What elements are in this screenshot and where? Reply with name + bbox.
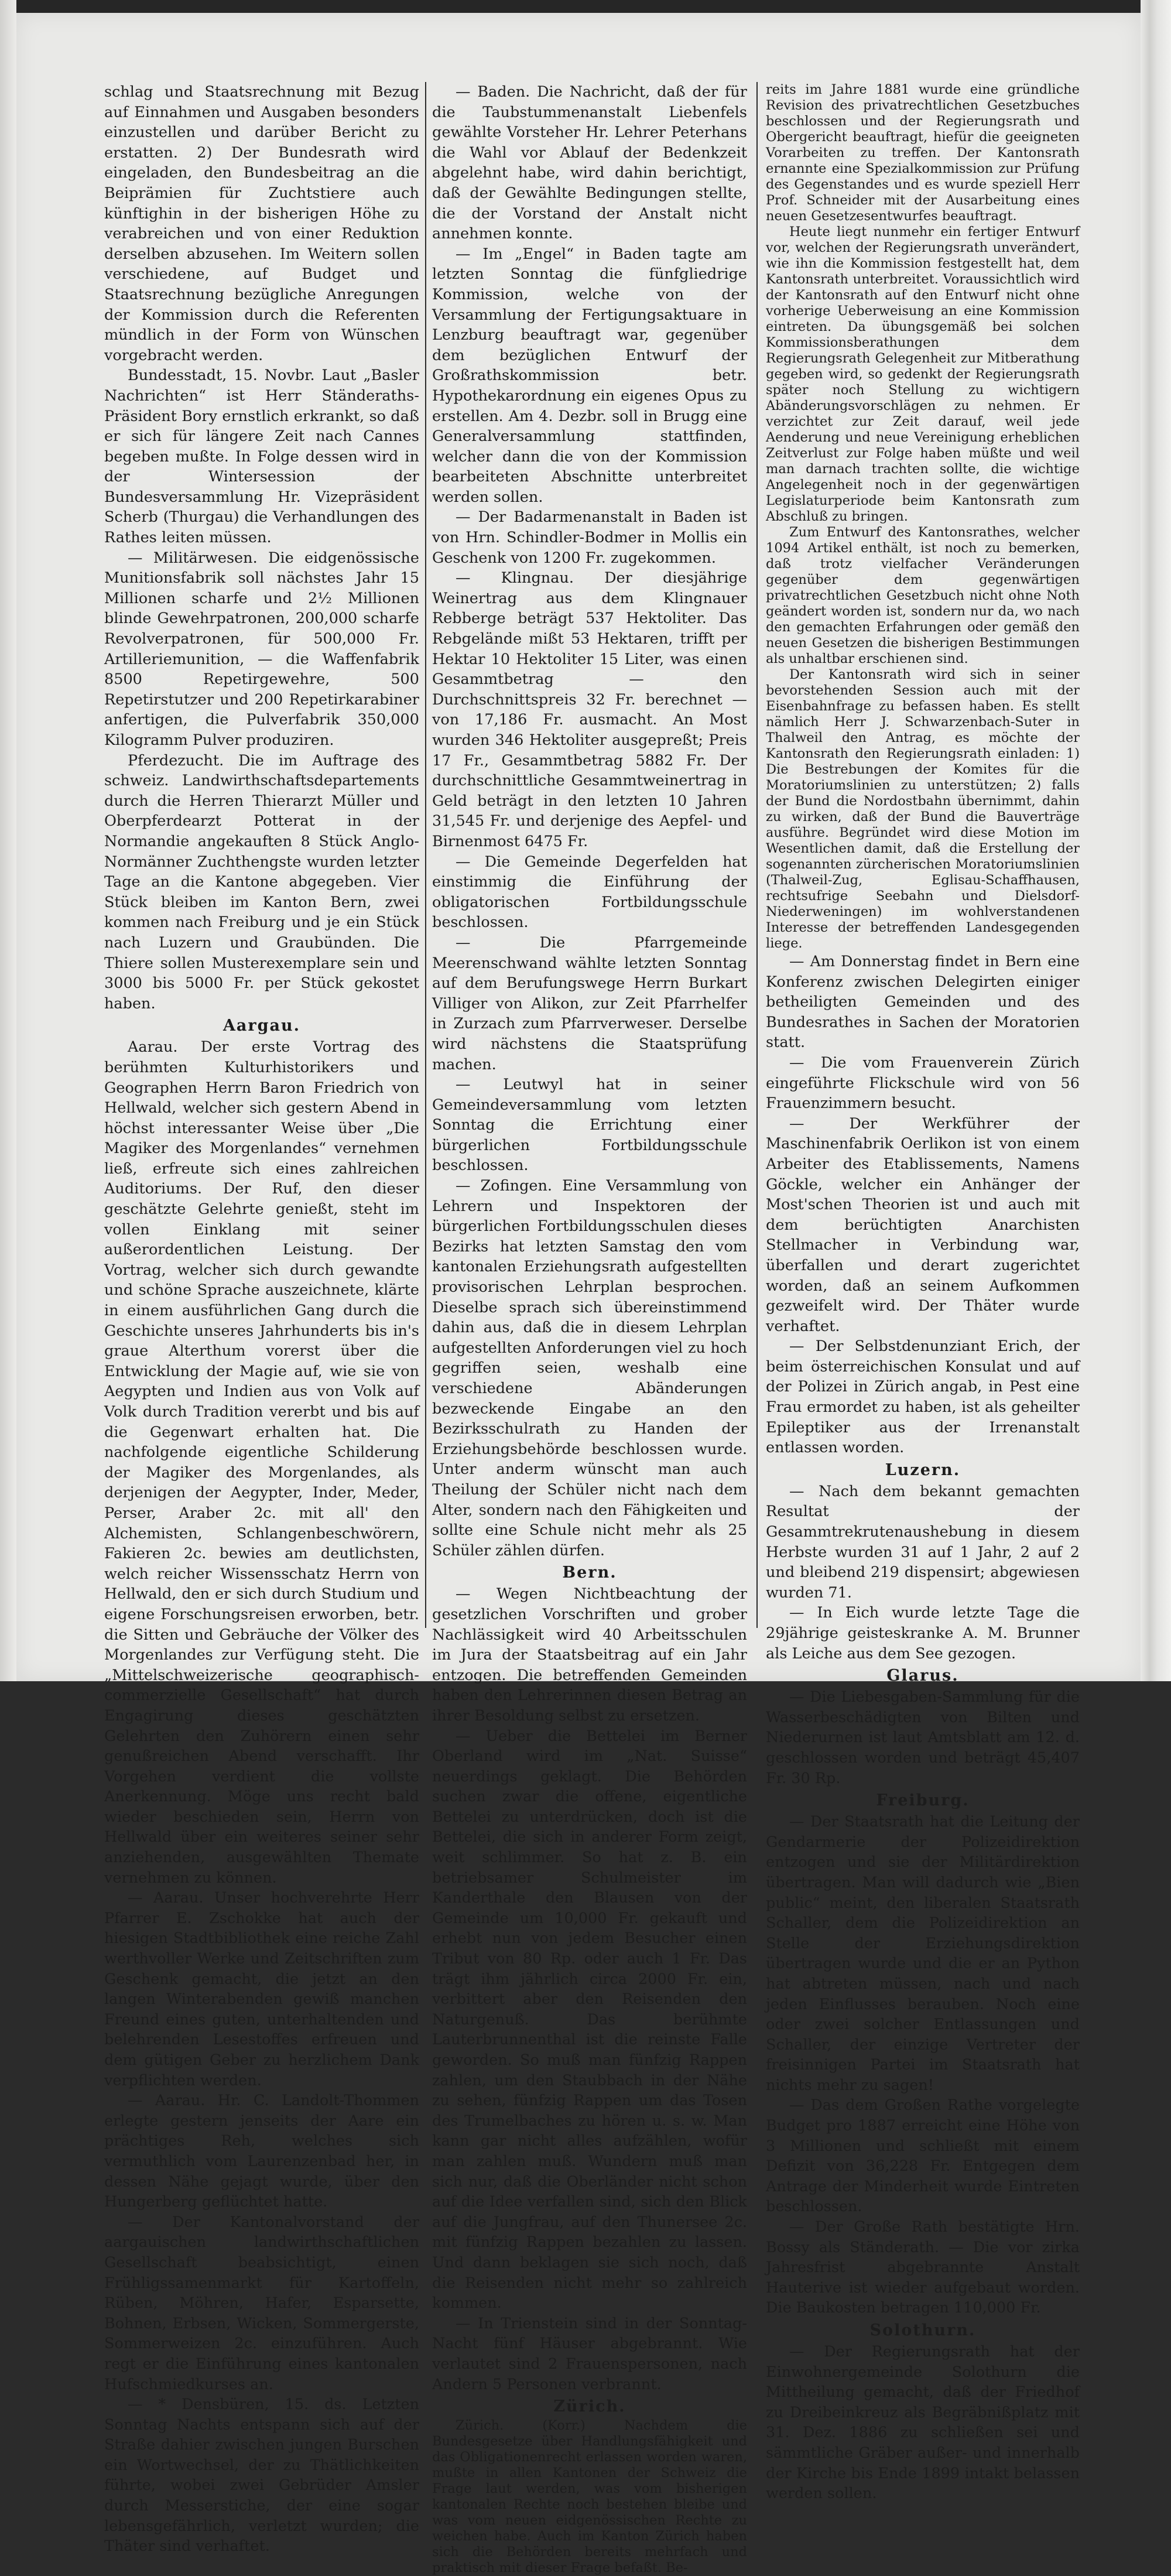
- article-paragraph: — Der Staatsrath hat die Leitung der Gendarmerie der Polizeidirektion entzogen und sie der Militärdirektion übertragen. Man will dadurch wie „Bien public“ meint, den liberalen Staatsrath Schaller, dem die Polizeidirektion an Stelle der Erziehungsdirektion übertragen wurde und die er an Python hat abtreten müssen, nach und nach jeden Einflusses berauben. Noch eine oder zwei solcher Entlassungen und Schaller, der einzige Vertreter der freisinnigen Partei im Staatsrath hat nichts mehr zu sagen!: [766, 1813, 1080, 2094]
- article-paragraph: — Im „Engel“ in Baden tagte am letzten Sonntag die fünfgliedrige Kommission, welche von der Versammlung der Fertigungsaktuare in Lenzburg beauftragt war, gegenüber dem bezüglichen Entwurf der Großrathskommission betr. Hypothekarordnung ein eigenes Opus zu erstellen. Am 4. Dezbr. soll in Brugg eine Generalversammlung stattfinden, welcher dann die von der Kommission bearbeiteten Abschnitte unterbreitet werden sollen.: [432, 245, 747, 506]
- article-paragraph: Heute liegt nunmehr ein fertiger Entwurf vor, welchen der Regierungsrath unverändert, wie ihn die Kommission festgestellt hat, dem Kantonsrath unterbreitet. Voraussichtlich wird der Kantonsrath auf den Entwurf nicht ohne vorherige Ueberweisung an eine Kommission eintreten. Da übungsgemäß bei solchen Kommissionsberathungen dem Regierungsrath Gelegenheit zur Mitberathung gegeben wird, so gedenkt der Regierungsrath später noch Stellung zu wichtigern Abänderungsvorschlägen zu nehmen. Er verzichtet zur Zeit darauf, weil jede Aenderung und neue Vereinigung erheblichen Zeitverlust zur Folge haben müßte und weil man darnach trachten sollte, die wichtige Angelegenheit noch in der gegenwärtigen Legislaturperiode beim Kantonsrath zum Abschluß zu bringen.: [766, 224, 1080, 524]
- article-paragraph: Bundesstadt, 15. Novbr. Laut „Basler Nachrichten“ ist Herr Ständeraths-Präsident Bory ernstlich erkrankt, so daß er sich für längere Zeit nach Cannes begeben mußte. In Folge dessen wird in der Wintersession der Bundesversammlung Hr. Vizepräsident Scherb (Thurgau) die Verhandlungen des Rathes leiten müssen.: [104, 367, 419, 547]
- article-paragraph: — In Trienstein sind in der Sonntag-Nacht fünf Häuser abgebrannt. Wie verlautet sind 2 Frauenspersonen, nach Andern 5 Personen verbrannt.: [432, 2314, 747, 2393]
- section-heading-zuerich: Zürich.: [553, 2397, 626, 2416]
- article-paragraph: Der Kantonsrath wird sich in seiner bevorstehenden Session auch mit der Eisenbahnfrage zu befassen haben. Es stellt nämlich Herr J. Schwarzenbach-Suter in Thalweil den Antrag, es möchte der Kantonsrath den Regierungsrath einladen: 1) Die Bestrebungen der Komites für die Moratoriumslinien zu unterstützen; 2) falls der Bund die Nordostbahn übernimmt, dahin zu wirken, daß der Bund die Bauverträge ausführe. Begründet wird diese Motion im Wesentlichen damit, daß die Erstellung der sogenannten zürcherischen Moratoriumslinien (Thalweil-Zug, Eglisau-Schaffhausen, rechtsufrige Seebahn und Dielsdorf-Niederweningen) im wohlverstandenen Interesse der betreffenden Landesgegenden liege.: [766, 667, 1080, 951]
- article-paragraph: Pferdezucht. Die im Auftrage des schweiz. Landwirthschaftsdepartements durch die Herren Thierarzt Müller und Oberpferdearzt Potterat in der Normandie angekauften 8 Stück Anglo-Normänner Zuchthengste wurden letzter Tage an die Kantone abgegeben. Vier Stück bleiben im Kanton Bern, zwei kommen nach Freiburg und je ein Stück nach Luzern und Graubünden. Die Thiere sollen Musterexemplare sein und 3000 bis 5000 Fr. per Stück gekostet haben.: [104, 751, 419, 1012]
- article-paragraph: — Klingnau. Der diesjährige Weinertrag aus dem Klingnauer Rebberge beträgt 537 Hektoliter. Das Rebgelände mißt 53 Hektaren, trifft per Hektar 10 Hektoliter 15 Liter, was einen Gesammtbetrag — den Durchschnittspreis 32 Fr. berechnet — von 17,186 Fr. ausmacht. An Most wurden 346 Hektoliter ausgepreßt; Preis 17 Fr., Gesammtbetrag 5882 Fr. Der durchschnittliche Gesammtweinertrag in Geld beträgt in den letzten 10 Jahren 31,545 Fr. und derjenige des Aepfel- und Birnenmost 6475 Fr.: [432, 569, 747, 850]
- article-paragraph: — Der Selbstdenunziant Erich, der beim österreichischen Konsulat und auf der Polizei in Zürich angab, in Pest eine Frau ermordet zu haben, ist als geheilter Epileptiker aus der Irrenanstalt entlassen worden.: [766, 1337, 1080, 1457]
- section-heading-solothurn: Solothurn.: [869, 2321, 976, 2339]
- column-1: [104, 82, 419, 2556]
- article-paragraph: — Die Liebesgaben-Sammlung für die Wasserbeschädigten von Bilten und Niederurnen ist laut Amtsblatt am 12. d. geschlossen worden und beträgt 45,407 Fr. 30 Rp.: [766, 1688, 1080, 1787]
- article-paragraph: — Ueber die Bettelei im Berner Oberland wird im „Nat. Suisse“ neuerdings geklagt. Die Behörden suchen zwar die offene, eigentliche Bettelei zu unterdrücken, doch ist die Bettelei, die sich in anderer Form zeigt, weit schlimmer. So hat z. B. ein betriebsamer Schulmeister im Kanderthale den Blausen von der Gemeinde um 10,000 Fr. gekauft und erhebt nun von jedem Besucher einen Tribut von 80 Rp. oder auch 1 Fr. Das trägt ihm jährlich circa 2000 Fr. ein, verbittert aber den Reisenden den Naturgenuß. Das berühmte Lauterbrunnenthal ist die reinste Falle geworden. So muß man fünfzig Rappen zahlen, um den Staubbach in der Nähe zu sehen, fünfzig Rappen um das Tosen des Trumelbaches zu hören u. s. w. Man kann gar nicht alles aufzählen, wofür man zahlen muß. Wundern muß man sich nur, daß die Oberländer nicht schon auf die Idee verfallen sind, sich den Blick auf die Jungfrau, auf den Thunersee 2c. mit fünfzig Rappen bezahlen zu lassen. Und dann beklagen sie sich noch, daß die Reisenden nicht mehr so zahlreich kommen.: [432, 1727, 747, 2312]
- page-left-edge: [0, 0, 16, 1681]
- article-paragraph: — Nach dem bekannt gemachten Resultat der Gesammtrekrutenaushebung in diesem Herbste wurden 31 auf 1 Jahr, 2 auf 2 und bleibend 219 dispensirt; abgewiesen wurden 71.: [766, 1482, 1080, 1602]
- article-paragraph: — Aarau. Unser hochverehrte Herr Pfarrer E. Zschokke hat auch der hiesigen Stadtbibliothek eine reiche Zahl werthvoller Werke und Zeitschriften zum Geschenk gemacht, die jetzt an den langen Winterabenden gewiß manchen Freund eines guten, unterhaltenden und belehrenden Lesestoffes erfreuen und dem gütigen Geber zu herzlichem Dank verpflichten werden.: [104, 1889, 419, 2089]
- section-heading-luzern: Luzern.: [885, 1460, 961, 1479]
- column-rule: [425, 82, 426, 1628]
- article-paragraph: — * Densbüren, 15. ds. Letzten Sonntag Nachts entspann sich auf der Straße dahier zwischen jungen Burschen ein Wortwechsel, der zu Thätlichkeiten führte, wobei zwei Gebrüder Amsler durch Messerstiche, der eine sogar lebensgefährlich, verletzt wurden; die Thäter sind verhaftet.: [104, 2396, 419, 2556]
- article-paragraph: — Leutwyl hat in seiner Gemeindeversammlung vom letzten Sonntag die Errichtung einer bürgerlichen Fortbildungsschule beschlossen.: [432, 1076, 747, 1175]
- article-paragraph: — Der Große Rath bestätigte Hrn. Bossy als Ständerath. — Die vor zirka Jahresfrist abgebrannte Anstalt Hauterive ist wieder aufgebaut worden. Die Baukosten betragen 110,000 Fr.: [766, 2218, 1080, 2317]
- scan-top-edge: [0, 0, 1171, 13]
- article-paragraph: — Militärwesen. Die eidgenössische Munitionsfabrik soll nächstes Jahr 15 Millionen scharfe und 2½ Millionen blinde Gewehrpatronen, 200,000 scharfe Revolverpatronen, für 500,000 Fr. Artilleriemunition, — die Waffenfabrik 8500 Repetirgewehre, 500 Repetirstutzer und 200 Repetirkarabiner anfertigen, die Pulverfabrik 350,000 Kilogramm Pulver produziren.: [104, 549, 419, 749]
- article-paragraph: — Zofingen. Eine Versammlung von Lehrern und Inspektoren der bürgerlichen Fortbildungsschulen dieses Bezirks hat letzten Samstag den vom kantonalen Erziehungsrath aufgestellten provisorischen Lehrplan besprochen. Dieselbe sprach sich übereinstimmend dahin aus, daß die in diesem Lehrplan aufgestellten Anforderungen viel zu hoch gegriffen seien, weshalb eine verschiedene Abänderungen bezweckende Eingabe an den Bezirksschulrath zu Handen der Erziehungsbehörde beschlossen wurde. Unter anderm wünscht man auch Theilung der Schüler nicht nach dem Alter, sondern nach den Fähigkeiten und sollte eine Schule nicht mehr als 25 Schüler zählen dürfen.: [432, 1177, 747, 1559]
- article-paragraph: — Die vom Frauenverein Zürich eingeführte Flickschule wird von 56 Frauenzimmern besucht.: [766, 1053, 1080, 1113]
- article-paragraph: — Die Gemeinde Degerfelden hat einstimmig die Einführung der obligatorischen Fortbildungsschule beschlossen.: [432, 853, 747, 932]
- column-3: [766, 82, 1080, 2503]
- article-paragraph: Aarau. Der erste Vortrag des berühmten Kulturhistorikers und Geographen Herrn Baron Friedrich von Hellwald, welcher sich gestern Abend in höchst interessanter Weise über „Die Magiker des Morgenlandes“ vernehmen ließ, erfreute sich eines zahlreichen Auditoriums. Der Ruf, den dieser geschätzte Gelehrte genießt, steht im vollen Einklang mit seiner außerordentlichen Leistung. Der Vortrag, welcher sich durch gewandte und schöne Sprache auszeichnete, klärte in einem ausführlichen Gang durch die Geschichte unseres Jahrhunderts bis in's graue Alterthum vorerst über die Entwicklung der Magie auf, wie sie von Aegypten und Indien aus von Volk auf Volk durch Tradition vererbt und bis auf die Gegenwart erhalten hat. Die nachfolgende eigentliche Schilderung der Magiker des Morgenlandes, als derjenigen der Aegypter, Inder, Meder, Perser, Araber 2c. mit all' den Alchemisten, Schlangenbeschwörern, Fakieren 2c. bewies am deutlichsten, welch reicher Wissensschatz Herrn von Hellwald, den er sich durch Studium und eigene Forschungsreisen erworben, betr. die Sitten und Gebräuche der Völker des Morgenlandes zur Verfügung steht. Die „Mittelschweizerische geographisch-commerzielle Gesellschaft“ hat durch Engagirung dieses geschätzten Gelehrten den Zuhörern einen sehr genußreichen Abend verschafft. Ihr Vorgehen verdient die vollste Anerkennung. Möge uns recht bald wieder beschieden sein, Herrn von Hellwald über ein weiteres seiner sehr anziehenden, ausgewählten Themate vernehmen zu können.: [104, 1038, 419, 1887]
- article-paragraph: — Der Badarmenanstalt in Baden ist von Hrn. Schindler-Bodmer in Mollis ein Geschenk von 1200 Fr. zugekommen.: [432, 508, 747, 567]
- section-heading-bern: Bern.: [562, 1564, 617, 1582]
- article-paragraph: reits im Jahre 1881 wurde eine gründliche Revision des privatrechtlichen Gesetzbuches beschlossen und der Regierungsrath und Obergericht beauftragt, hiefür die geeigneten Vorarbeiten zu treffen. Der Kantonsrath ernannte eine Spezialkommission zur Prüfung des Gegenstandes und es wurde speziell Herr Prof. Schneider mit der Ausarbeitung eines neuen Gesetzesentwurfes beauftragt.: [766, 82, 1080, 224]
- article-paragraph: — In Eich wurde letzte Tage die 29jährige geisteskranke A. M. Brunner als Leiche aus dem See gezogen.: [766, 1604, 1080, 1662]
- article-paragraph: — Der Werkführer der Maschinenfabrik Oerlikon ist von einem Arbeiter des Etablissements, Namens Göckle, welcher ein Anhänger der Most'schen Theorien ist und auch mit dem berüchtigten Anarchisten Stellmacher in Verbindung war, überfallen und derart zugerichtet worden, daß an seinem Aufkommen gezweifelt wird. Der Thäter wurde verhaftet.: [766, 1114, 1080, 1335]
- column-rule: [756, 82, 758, 1628]
- article-paragraph: — Aarau. Hr. C. Landolt-Thommen erlegte gestern jenseits der Aare ein prächtiges Reh, welches sich vermuthlich vom Laurenzenbad her, in dessen Nähe gejagt wurde, über den Hungerberg geflüchtet hatte.: [104, 2092, 419, 2211]
- article-paragraph: — Wegen Nichtbeachtung der gesetzlichen Vorschriften und grober Nachlässigkeit wird 40 Arbeitsschulen im Jura der Staatsbeitrag auf ein Jahr entzogen. Die betreffenden Gemeinden haben den Lehrerinnen diesen Betrag an ihrer Besoldung selbst zu ersetzen.: [432, 1585, 747, 1725]
- article-paragraph: schlag und Staatsrechnung mit Bezug auf Einnahmen und Ausgaben besonders einzustellen und darüber Bericht zu erstatten. 2) Der Bundesrath wird eingeladen, den Bundesbeitrag an die Beiprämien für Zuchtstiere auch künftighin in der bisherigen Höhe zu verabreichen und von einer Reduktion derselben abzusehen. Im Weitern sollen verschiedene, auf Budget und Staatsrechnung bezügliche Anregungen der Kommission durch die Referenten mündlich in der Form von Wünschen vorgebracht werden.: [104, 83, 419, 364]
- article-paragraph: — Der Kantonalvorstand der aargauischen landwirthschaftlichen Gesellschaft beabsichtigt, einen Frühligssamenmarkt für Kartoffeln, Rüben, Möhren, Hafer, Esparsette, Bohnen, Erbsen, Wicken, Sommergerste, Sommerweizen 2c. einzuführen. Auch regt er die Einführung eines kantonalen Hufschmiedkurses an.: [104, 2213, 419, 2393]
- article-paragraph: — Die Pfarrgemeinde Meerenschwand wählte letzten Sonntag auf dem Berufungswege Herrn Burkart Villiger von Alikon, zur Zeit Pfarrhelfer in Zurzach zum Pfarrverweser. Derselbe wird nächstens die Staatsprüfung machen.: [432, 933, 747, 1073]
- section-heading-freiburg: Freiburg.: [876, 1791, 970, 1810]
- article-paragraph: Zürich. (Korr.) Nachdem die Bundesgesetze über Handlungsfähigkeit und das Obligationenrecht erlassen worden waren, mußte in allen Kantonen der Schweiz die Frage laut werden, was vom bisherigen kantonalen Rechte noch bestehen bleibe und was vom neuen eidgenössischen Rechte zu weichen habe. Auch im Kanton Zürich haben sich die Behörden bereits mehrfach und praktisch mit dieser Frage befaßt. Be-: [432, 2418, 747, 2576]
- section-heading-glarus: Glarus.: [886, 1667, 959, 1685]
- column-2: [432, 82, 747, 2576]
- section-heading-aargau: Aargau.: [222, 1017, 301, 1035]
- article-paragraph: — Der Regierungsrath hat der Einwohnergemeinde Solothurn die Mittheilung gemacht, daß der Friedhof zu Dreibeinkreuz als Begräbnißplatz mit 31. Dez. 1886 zu schließen sei und sämmtliche Gräber außer- und innerhalb der Kirche bis Ende 1899 intakt belassen werden sollen.: [766, 2343, 1080, 2503]
- article-paragraph: Zum Entwurf des Kantonsrathes, welcher 1094 Artikel enthält, ist noch zu bemerken, daß trotz vielfacher Veränderungen gegenüber dem gegenwärtigen privatrechtlichen Gesetzbuch nicht ohne Noth geändert worden ist, sondern nur da, wo nach den gemachten Erfahrungen oder gemäß den neuen Gesetzen die bisherigen Bestimmungen als unhaltbar erschienen sind.: [766, 525, 1080, 666]
- article-paragraph: — Baden. Die Nachricht, daß der für die Taubstummenanstalt Liebenfels gewählte Vorsteher Hr. Lehrer Peterhans die Wahl vor Ablauf der Bedenkzeit abgelehnt habe, wird dahin berichtigt, daß der Gewählte Bedingungen stellte, die der Vorstand der Anstalt nicht annehmen konnte.: [432, 83, 747, 243]
- article-paragraph: — Am Donnerstag findet in Bern eine Konferenz zwischen Delegirten einiger betheiligten Gemeinden und des Bundesrathes in Sachen der Moratorien statt.: [766, 953, 1080, 1052]
- page-spine: [1141, 0, 1171, 1681]
- article-paragraph: — Das dem Großen Rathe vorgelegte Budget pro 1887 erreicht eine Höhe von 3 Millionen und schließt mit einem Defizit von 36,228 Fr. Entgegen dem Antrage der Minderheit wurde Eintreten beschlossen.: [766, 2096, 1080, 2216]
